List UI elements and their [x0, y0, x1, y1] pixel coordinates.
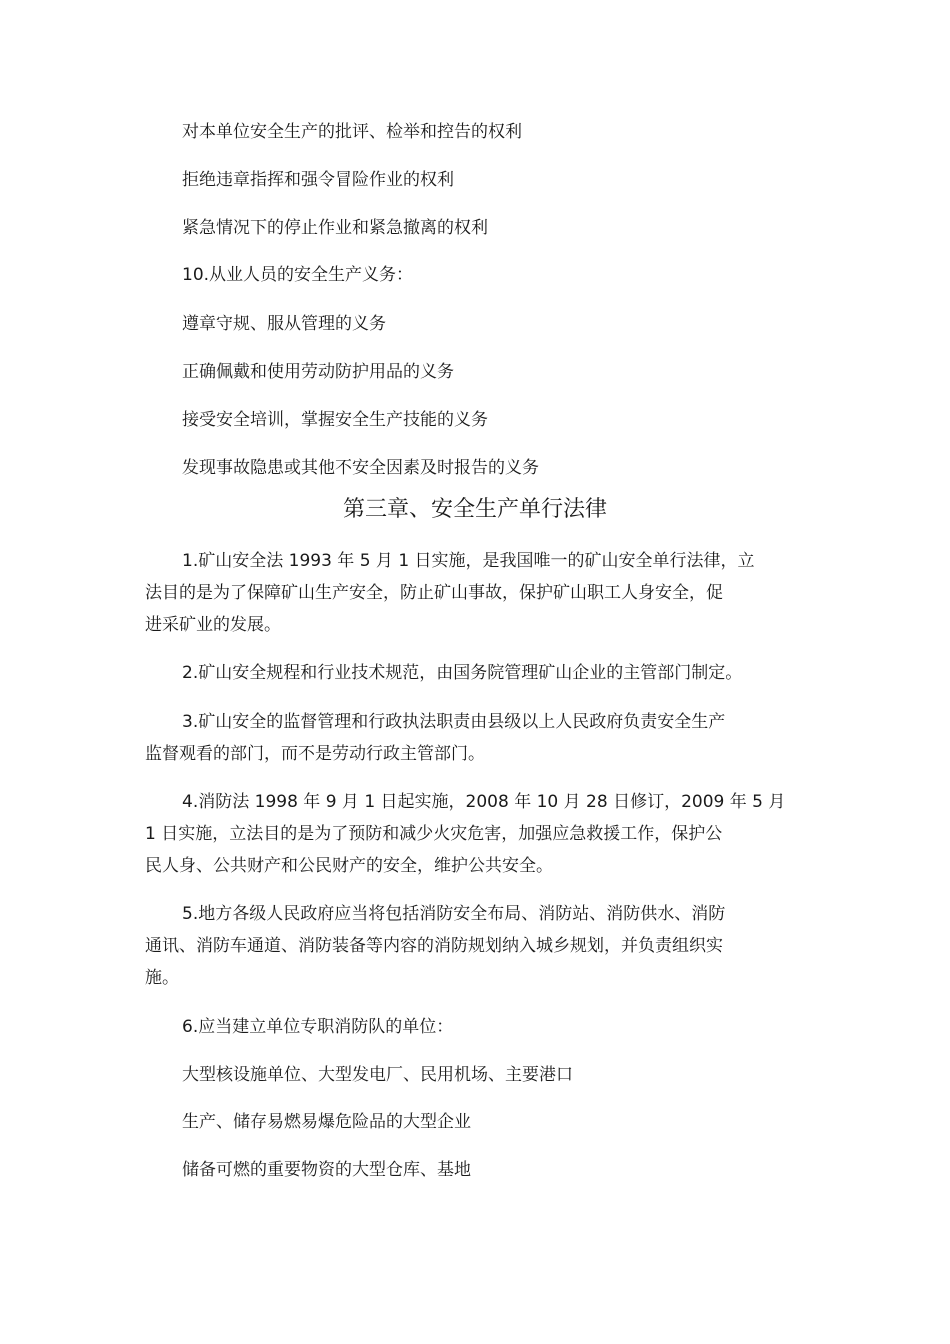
paragraph-5-line-1: 5.地方各级人民政府应当将包括消防安全布局、消防站、消防供水、消防 [182, 904, 726, 924]
duty-item-4: 发现事故隐患或其他不安全因素及时报告的义务 [182, 458, 539, 478]
paragraph-1-line-1: 1.矿山安全法 1993 年 5 月 1 日实施，是我国唯一的矿山安全单行法律，立 [182, 551, 755, 571]
paragraph-6 [145, 1011, 825, 1043]
duty-item-1: 遵章守规、服从管理的义务 [182, 314, 386, 334]
paragraph-6-line-1: 6.应当建立单位专职消防队的单位： [182, 1017, 454, 1037]
rights-item-3: 紧急情况下的停止作业和紧急撤离的权利 [182, 218, 488, 238]
paragraph-4-line-1: 4.消防法 1998 年 9 月 1 日起实施，2008 年 10 月 28 日修订，2009 年 5 月 [182, 792, 786, 812]
paragraph-2-line-1: 2.矿山安全规程和行业技术规范，由国务院管理矿山企业的主管部门制定。 [182, 663, 743, 683]
paragraph-3 [145, 706, 825, 770]
paragraph-5 [145, 898, 825, 994]
chapter-title: 第三章、安全生产单行法律 [342, 497, 607, 522]
paragraph-3-line-2: 监督观看的部门，而不是劳动行政主管部门。 [145, 744, 485, 764]
rights-item-2: 拒绝违章指挥和强令冒险作业的权利 [182, 170, 454, 190]
paragraph-5-line-2: 通讯、消防车通道、消防装备等内容的消防规划纳入城乡规划，并负责组织实 [145, 936, 723, 956]
paragraph-2 [145, 657, 825, 689]
paragraph-1 [145, 545, 825, 641]
rights-item-1: 对本单位安全生产的批评、检举和控告的权利 [182, 122, 522, 142]
item10-heading: 10.从业人员的安全生产义务： [182, 265, 414, 285]
unit-item-1: 大型核设施单位、大型发电厂、民用机场、主要港口 [182, 1065, 573, 1085]
duty-item-2: 正确佩戴和使用劳动防护用品的义务 [182, 362, 454, 382]
paragraph-4-line-2: 1 日实施，立法目的是为了预防和减少火灾危害，加强应急救援工作，保护公 [145, 824, 723, 844]
duty-item-3: 接受安全培训，掌握安全生产技能的义务 [182, 410, 488, 430]
unit-item-3: 储备可燃的重要物资的大型仓库、基地 [182, 1160, 471, 1180]
unit-item-2: 生产、储存易燃易爆危险品的大型企业 [182, 1112, 471, 1132]
paragraph-4-line-3: 民人身、公共财产和公民财产的安全，维护公共安全。 [145, 856, 553, 876]
paragraph-4 [145, 786, 825, 882]
paragraph-1-line-3: 进采矿业的发展。 [145, 615, 281, 635]
paragraph-5-line-3: 施。 [145, 968, 179, 988]
paragraph-1-line-2: 法目的是为了保障矿山生产安全，防止矿山事故，保护矿山职工人身安全，促 [145, 583, 723, 603]
paragraph-3-line-1: 3.矿山安全的监督管理和行政执法职责由县级以上人民政府负责安全生产 [182, 712, 726, 732]
